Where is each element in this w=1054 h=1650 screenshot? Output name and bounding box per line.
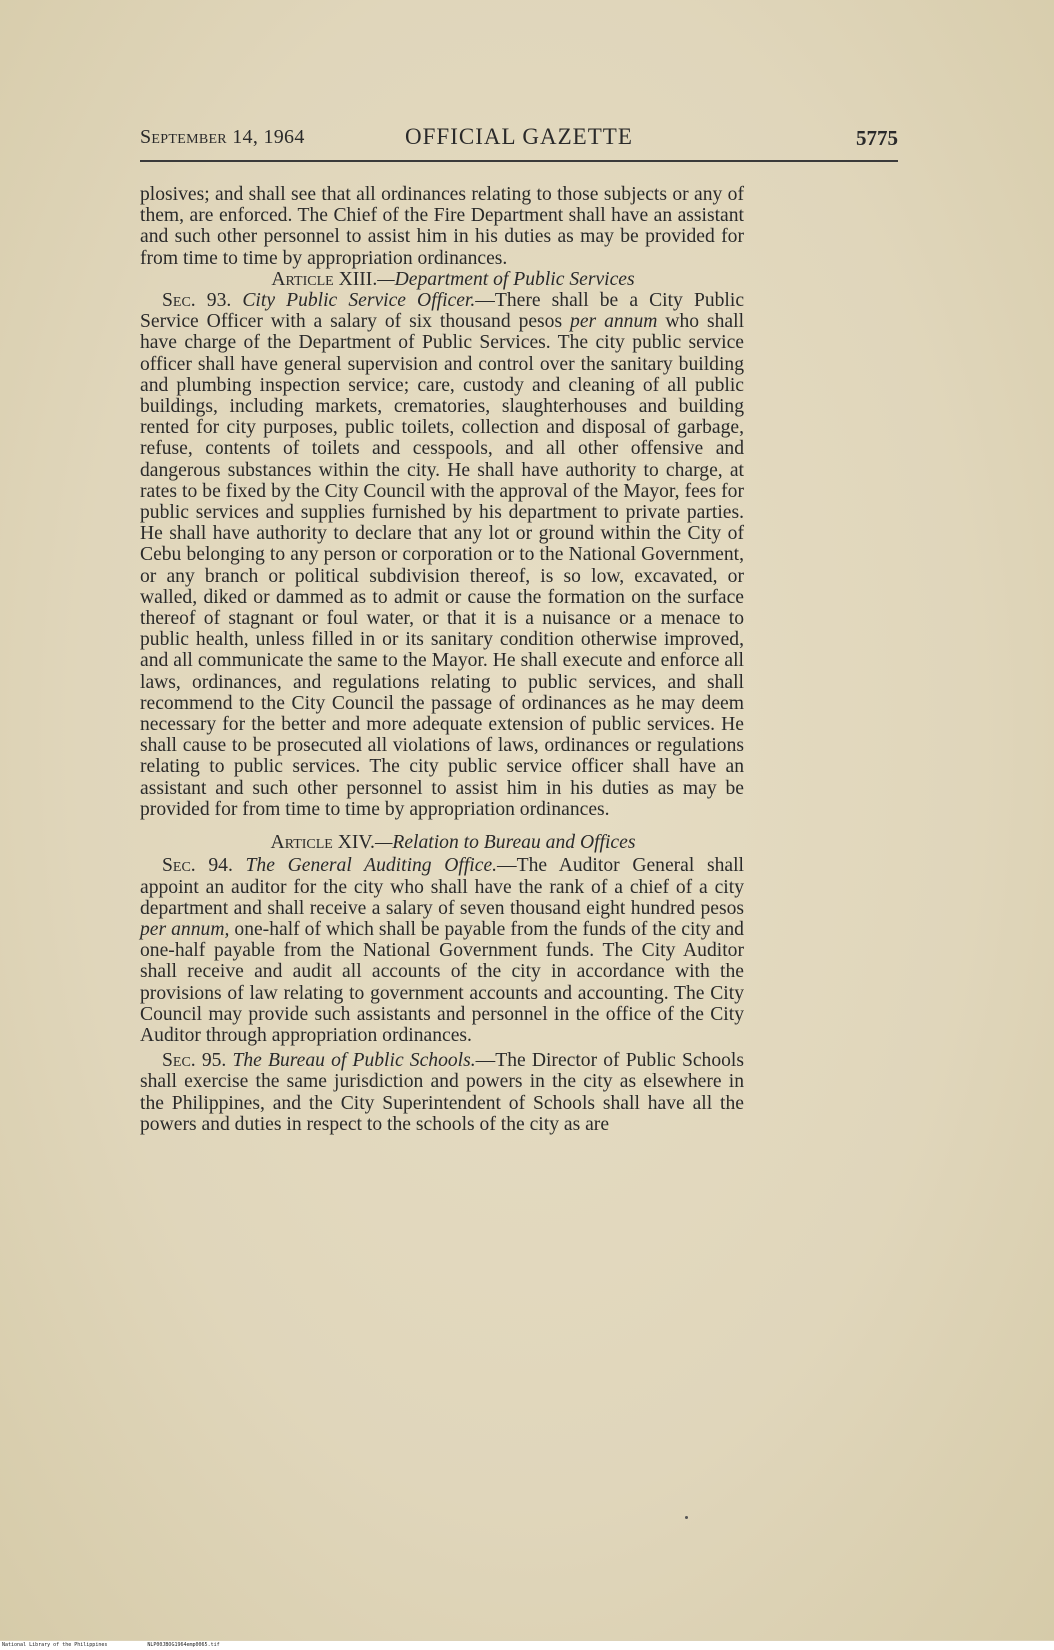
article-14-heading xyxy=(140,832,744,853)
page-header xyxy=(140,122,898,156)
header-title: OFFICIAL GAZETTE xyxy=(405,124,633,149)
section-94 xyxy=(140,855,744,1046)
section-95 xyxy=(140,1050,744,1135)
section-94-label: Sec. 94. xyxy=(162,855,233,877)
section-94-title: The General Auditing Office. xyxy=(245,855,498,877)
section-94-text-b: one-half of which shall be payable from the funds of the city and one-half payable from the National Government funds. The City Auditor shall receive and audit all accounts of the city in accordance with the provisions of law relating to government accounts and accounting. The City Council may provide such assistants and personnel in the office of the City Auditor through appropriation ordinances. xyxy=(140,918,744,1046)
section-94-per-annum: per annum, xyxy=(140,918,230,940)
ink-speck xyxy=(685,1516,688,1519)
section-95-text-a: —The Director of Public Schools shall exercise the same jurisdiction and powers in the city as elsewhere in the Philippines, and the City Superintendent of Schools shall have all the powers and duties in respect to the schools of the city as are xyxy=(140,1050,744,1135)
header-date-month: September xyxy=(140,126,227,148)
section-93-per-annum: per annum xyxy=(570,311,658,333)
header-rule xyxy=(140,160,898,162)
section-95-label: Sec. 95. xyxy=(162,1050,227,1072)
section-93-label: Sec. 93. xyxy=(162,290,232,312)
paragraph-continued: plosives; and shall see that all ordinances relating to those subjects or any of them, are enforced. The Chief of the Fire Department shall have an assistant and such other personnel to assist him in his duties as may be provided for from time to time by appropriation ordinances. xyxy=(140,184,744,269)
section-93 xyxy=(140,290,744,820)
section-93-text-b: who shall have charge of the Department of Public Services. The city public service officer shall have general supervision and control over the sanitary building and plumbing inspection service; care, custody and cleaning of all public buildings, including markets, crematories, slaughterhouses and building rented for city purposes, public toilets, collection and disposal of garbage, refuse, contents of toilets and cesspools, and all other offensive and dangerous substances within the city. He shall have authority to charge, at rates to be fixed by the City Council with the approval of the Mayor, fees for public services and supplies furnished by his department to private parties. He shall have authority to declare that any lot or ground within the City of Cebu belonging to any person or corporation or to the National Government, or any branch or political subdivision thereof, is so low, excavated, or walled, diked or dammed as to admit or cause the formation on the surface thereof of stagnant or foul water, or that it is a nuisance or a menace to public health, unless filled in or its sanitary condition otherwise improved, and all communicate the same to the Mayor. He shall execute and enforce all laws, ordinances, and regulations relating to public services, and shall recommend to the City Council the passage of ordinances as he may deem necessary for the better and more adequate extension of public services. He shall cause to be prosecuted all violations of laws, ordinances or regulations relating to public services. The city public service officer shall have an assistant and such other personnel to assist him in his duties as may be provided for from time to time by appropriation ordinances. xyxy=(140,311,745,820)
body-text xyxy=(140,184,744,1135)
header-date-rest: 14, 1964 xyxy=(226,126,305,148)
section-93-text-a: —There shall be a City Public Service Officer with a salary of six thousand pesos xyxy=(140,290,745,333)
section-95-title: The Bureau of Public Schools. xyxy=(232,1050,476,1072)
article-13-heading xyxy=(140,269,744,290)
page-number: 5775 xyxy=(856,126,898,150)
section-94-text-a: —The Auditor General shall appoint an auditor for the city who shall have the rank of a chief of a city department and shall receive a salary of seven thousand eight hundred pesos xyxy=(140,855,744,919)
footer-source: National Library of the Philippines xyxy=(2,1642,108,1648)
header-date xyxy=(140,126,305,149)
article-14-label: Article XIV. xyxy=(270,832,375,854)
scan-footer xyxy=(0,1641,1054,1650)
section-93-title: City Public Service Officer. xyxy=(242,290,476,312)
article-13-title: —Department of Public Services xyxy=(377,268,635,290)
article-13-label: Article XIII. xyxy=(271,268,378,290)
footer-filename: NLP00JBOG1964emp0065.tif xyxy=(147,1642,220,1648)
article-14-title: —Relation to Bureau and Offices xyxy=(374,832,636,854)
